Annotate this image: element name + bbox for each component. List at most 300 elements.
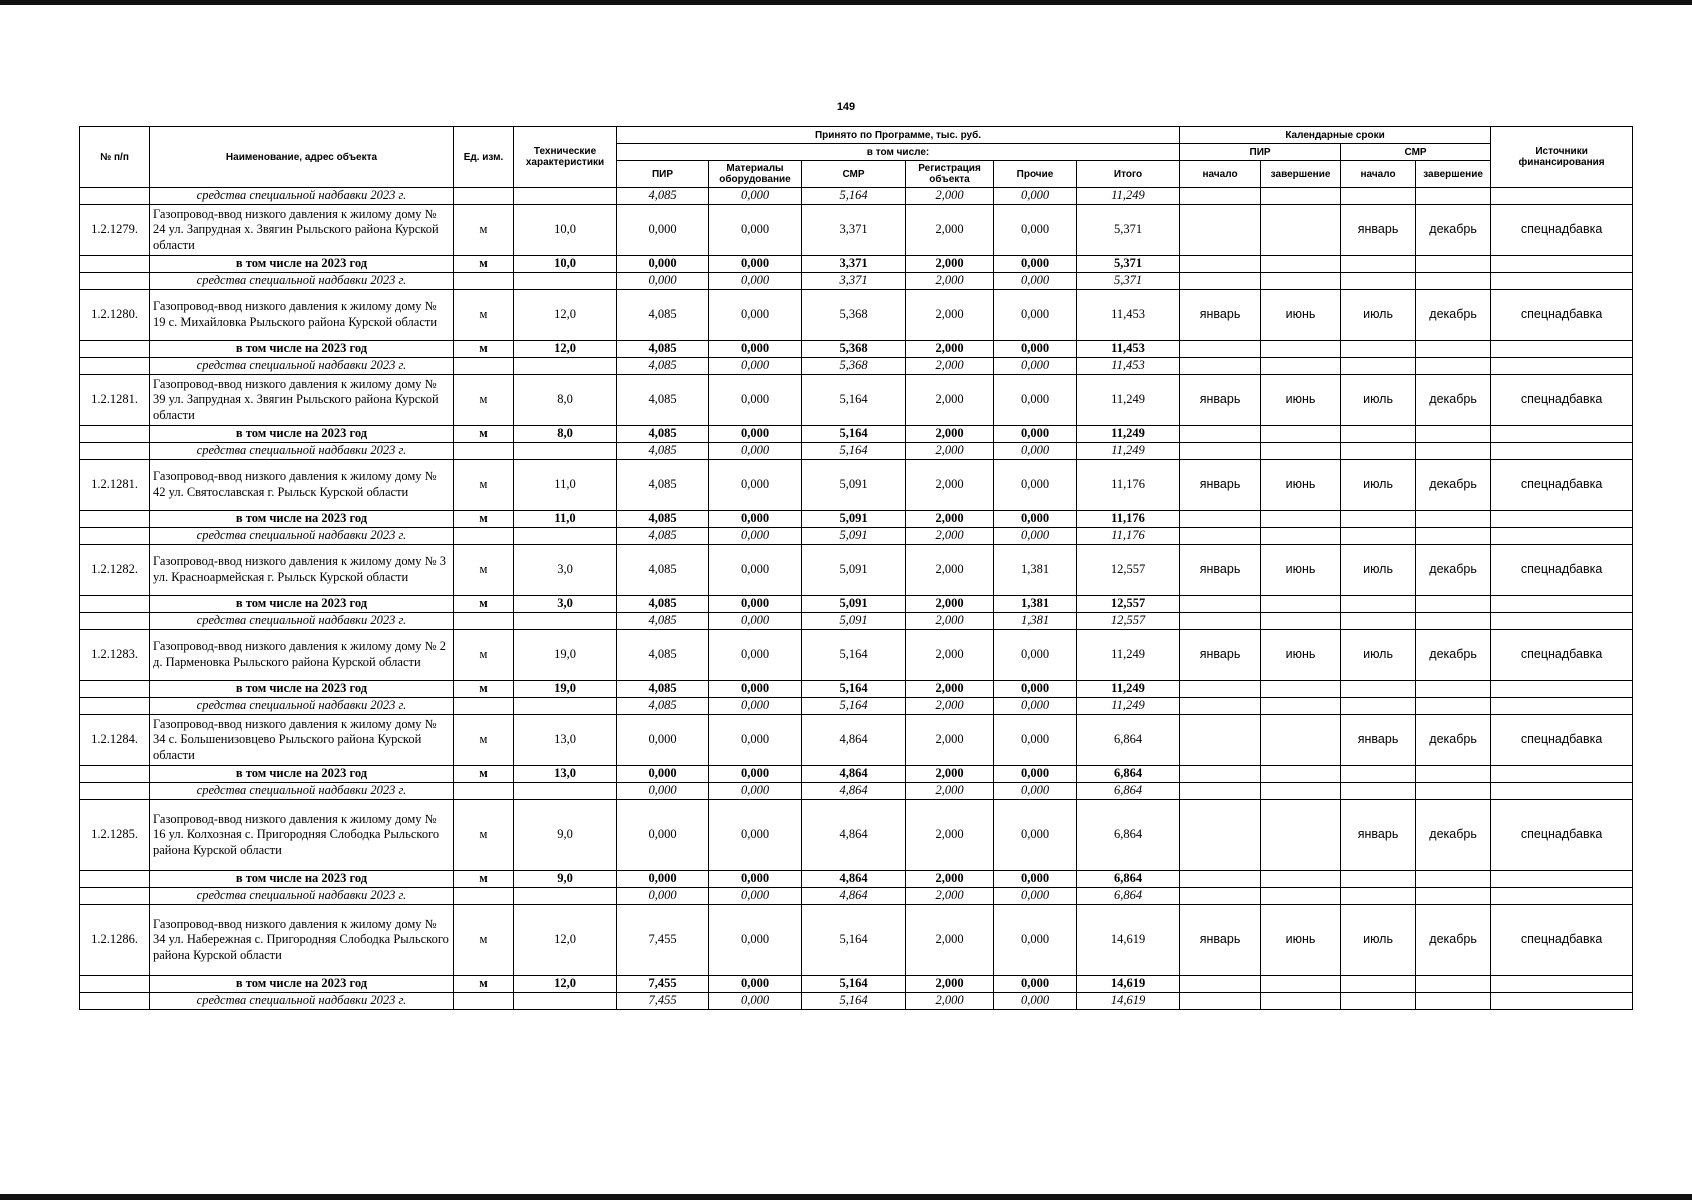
cell-pir: 0,000 (617, 273, 709, 290)
subtotal-unit: м (454, 341, 514, 358)
table-row-object (80, 460, 1633, 511)
cell-pir-end: июнь (1261, 460, 1341, 511)
cell-total: 12,557 (1077, 545, 1180, 596)
object-unit: м (454, 205, 514, 256)
header-pir-end: завершение (1261, 161, 1341, 188)
cell-materials: 0,000 (709, 545, 802, 596)
cell-smr-start: январь (1341, 205, 1416, 256)
cell-materials: 0,000 (709, 256, 802, 273)
table-body (80, 188, 1633, 1010)
cell-materials: 0,000 (709, 783, 802, 800)
cell-materials: 0,000 (709, 766, 802, 783)
table-row-subtotal (80, 596, 1633, 613)
cell-total: 14,619 (1077, 993, 1180, 1010)
subtotal-label: в том числе на 2023 год (150, 256, 454, 273)
table-row-object (80, 715, 1633, 766)
subtotal-tech: 13,0 (514, 766, 617, 783)
cell-registration: 2,000 (906, 205, 994, 256)
cell-total: 11,249 (1077, 375, 1180, 426)
cell-pir-start: январь (1180, 545, 1261, 596)
cell-materials: 0,000 (709, 613, 802, 630)
table-row-object (80, 630, 1633, 681)
cell-source: спецнадбавка (1491, 630, 1633, 681)
table-header (80, 127, 1633, 188)
cell-pir-start: январь (1180, 905, 1261, 976)
object-unit: м (454, 800, 514, 871)
source-label: средства специальной надбавки 2023 г. (150, 188, 454, 205)
cell-materials: 0,000 (709, 698, 802, 715)
cell-pir-end: июнь (1261, 375, 1341, 426)
cell-total: 11,249 (1077, 443, 1180, 460)
subtotal-unit: м (454, 596, 514, 613)
cell-registration: 2,000 (906, 905, 994, 976)
header-program: Принято по Программе, тыс. руб. (617, 127, 1180, 144)
cell-pir-end: июнь (1261, 290, 1341, 341)
cell-other: 0,000 (994, 256, 1077, 273)
subtotal-unit: м (454, 426, 514, 443)
cell-source: спецнадбавка (1491, 545, 1633, 596)
table-row-subtotal (80, 256, 1633, 273)
cell-total: 11,249 (1077, 630, 1180, 681)
cell-total: 11,249 (1077, 188, 1180, 205)
cell-total: 5,371 (1077, 205, 1180, 256)
cell-other: 0,000 (994, 681, 1077, 698)
table-row-object (80, 205, 1633, 256)
table-row-source (80, 993, 1633, 1010)
cell-smr-end: декабрь (1416, 460, 1491, 511)
cell-registration: 2,000 (906, 871, 994, 888)
header-materials: Материалы оборудование (709, 161, 802, 188)
cell-registration: 2,000 (906, 460, 994, 511)
header-including: в том числе: (617, 144, 1180, 161)
cell-smr-end: декабрь (1416, 545, 1491, 596)
object-num: 1.2.1281. (80, 375, 150, 426)
cell-pir: 4,085 (617, 681, 709, 698)
cell-source: спецнадбавка (1491, 715, 1633, 766)
table-row-source (80, 783, 1633, 800)
object-unit: м (454, 715, 514, 766)
cell-total: 11,453 (1077, 358, 1180, 375)
cell-smr-start: январь (1341, 715, 1416, 766)
cell-other: 0,000 (994, 375, 1077, 426)
cell-smr-end: декабрь (1416, 630, 1491, 681)
cell-other: 0,000 (994, 871, 1077, 888)
cell-materials: 0,000 (709, 681, 802, 698)
page-number: 149 (836, 101, 856, 113)
table-row-source (80, 528, 1633, 545)
object-tech: 13,0 (514, 715, 617, 766)
cell-smr: 3,371 (802, 256, 906, 273)
cell-pir: 0,000 (617, 205, 709, 256)
source-label: средства специальной надбавки 2023 г. (150, 358, 454, 375)
cell-pir: 7,455 (617, 905, 709, 976)
header-smr: СМР (802, 161, 906, 188)
header-num: № п/п (80, 127, 150, 188)
object-tech: 19,0 (514, 630, 617, 681)
cell-smr: 5,164 (802, 443, 906, 460)
cell-materials: 0,000 (709, 290, 802, 341)
source-label: средства специальной надбавки 2023 г. (150, 443, 454, 460)
cell-source: спецнадбавка (1491, 205, 1633, 256)
cell-pir: 7,455 (617, 976, 709, 993)
cell-registration: 2,000 (906, 766, 994, 783)
cell-pir: 4,085 (617, 460, 709, 511)
cell-pir: 4,085 (617, 443, 709, 460)
object-num: 1.2.1282. (80, 545, 150, 596)
cell-smr: 4,864 (802, 783, 906, 800)
object-name: Газопровод-ввод низкого давления к жилому дому № 42 ул. Святославская г. Рыльск Курской области (150, 460, 454, 511)
scan-bottom-border (0, 1194, 1692, 1200)
subtotal-label: в том числе на 2023 год (150, 871, 454, 888)
cell-total: 11,453 (1077, 290, 1180, 341)
subtotal-tech: 3,0 (514, 596, 617, 613)
cell-smr: 5,164 (802, 905, 906, 976)
cell-smr: 5,091 (802, 511, 906, 528)
cell-materials: 0,000 (709, 630, 802, 681)
cell-smr: 5,368 (802, 358, 906, 375)
cell-smr: 4,864 (802, 888, 906, 905)
cell-pir-start: январь (1180, 290, 1261, 341)
cell-smr-end: декабрь (1416, 205, 1491, 256)
cell-other: 0,000 (994, 888, 1077, 905)
object-name: Газопровод-ввод низкого давления к жилому дому № 34 ул. Набережная с. Пригородняя Слободка Рыльского района Курской области (150, 905, 454, 976)
object-unit: м (454, 290, 514, 341)
cell-registration: 2,000 (906, 188, 994, 205)
cell-total: 6,864 (1077, 888, 1180, 905)
cell-smr: 5,164 (802, 698, 906, 715)
cell-total: 11,453 (1077, 341, 1180, 358)
subtotal-unit: м (454, 766, 514, 783)
cell-registration: 2,000 (906, 715, 994, 766)
cell-smr: 5,091 (802, 596, 906, 613)
cell-materials: 0,000 (709, 511, 802, 528)
cell-total: 14,619 (1077, 905, 1180, 976)
cell-other: 0,000 (994, 698, 1077, 715)
cell-smr: 5,164 (802, 426, 906, 443)
cell-total: 11,249 (1077, 426, 1180, 443)
cell-smr-start: июль (1341, 460, 1416, 511)
cell-pir: 4,085 (617, 358, 709, 375)
header-unit: Ед. изм. (454, 127, 514, 188)
cell-total: 6,864 (1077, 800, 1180, 871)
cell-pir-end (1261, 715, 1341, 766)
cell-smr-start: июль (1341, 905, 1416, 976)
object-name: Газопровод-ввод низкого давления к жилому дому № 16 ул. Колхозная с. Пригородняя Слободка Рыльского района Курской области (150, 800, 454, 871)
subtotal-unit: м (454, 976, 514, 993)
cell-total: 6,864 (1077, 871, 1180, 888)
cell-registration: 2,000 (906, 800, 994, 871)
table-row-source (80, 188, 1633, 205)
cell-other: 0,000 (994, 976, 1077, 993)
subtotal-unit: м (454, 256, 514, 273)
subtotal-label: в том числе на 2023 год (150, 341, 454, 358)
cell-registration: 2,000 (906, 256, 994, 273)
cell-registration: 2,000 (906, 976, 994, 993)
cell-other: 0,000 (994, 205, 1077, 256)
cell-pir: 0,000 (617, 888, 709, 905)
cell-materials: 0,000 (709, 993, 802, 1010)
cell-smr-start: январь (1341, 800, 1416, 871)
cell-pir: 4,085 (617, 630, 709, 681)
cell-materials: 0,000 (709, 976, 802, 993)
source-label: средства специальной надбавки 2023 г. (150, 528, 454, 545)
cell-source: спецнадбавка (1491, 375, 1633, 426)
cell-pir-end (1261, 800, 1341, 871)
object-name: Газопровод-ввод низкого давления к жилому дому № 39 ул. Запрудная х. Звягин Рыльского района Курской области (150, 375, 454, 426)
subtotal-label: в том числе на 2023 год (150, 681, 454, 698)
cell-other: 1,381 (994, 545, 1077, 596)
cell-total: 11,176 (1077, 528, 1180, 545)
cell-smr: 4,864 (802, 871, 906, 888)
cell-other: 0,000 (994, 783, 1077, 800)
subtotal-tech: 8,0 (514, 426, 617, 443)
cell-materials: 0,000 (709, 375, 802, 426)
source-label: средства специальной надбавки 2023 г. (150, 783, 454, 800)
cell-other: 0,000 (994, 188, 1077, 205)
object-unit: м (454, 375, 514, 426)
table-row-subtotal (80, 426, 1633, 443)
cell-other: 0,000 (994, 993, 1077, 1010)
cell-pir-start: январь (1180, 375, 1261, 426)
object-tech: 9,0 (514, 800, 617, 871)
subtotal-tech: 19,0 (514, 681, 617, 698)
subtotal-tech: 11,0 (514, 511, 617, 528)
object-tech: 8,0 (514, 375, 617, 426)
object-num: 1.2.1283. (80, 630, 150, 681)
cell-registration: 2,000 (906, 630, 994, 681)
cell-pir-start (1180, 205, 1261, 256)
cell-registration: 2,000 (906, 888, 994, 905)
cell-materials: 0,000 (709, 443, 802, 460)
cell-other: 1,381 (994, 596, 1077, 613)
cell-registration: 2,000 (906, 545, 994, 596)
cell-registration: 2,000 (906, 613, 994, 630)
object-tech: 3,0 (514, 545, 617, 596)
cell-smr: 5,368 (802, 290, 906, 341)
table-row-object (80, 375, 1633, 426)
scan-top-border (0, 0, 1692, 5)
table-row-object (80, 545, 1633, 596)
cell-materials: 0,000 (709, 188, 802, 205)
source-label: средства специальной надбавки 2023 г. (150, 613, 454, 630)
header-sources: Источники финансирования (1491, 127, 1633, 188)
header-smr-start: начало (1341, 161, 1416, 188)
cell-materials: 0,000 (709, 205, 802, 256)
cell-smr: 5,164 (802, 993, 906, 1010)
cell-pir-end: июнь (1261, 545, 1341, 596)
header-pir: ПИР (617, 161, 709, 188)
cell-materials: 0,000 (709, 871, 802, 888)
cell-total: 14,619 (1077, 976, 1180, 993)
object-num: 1.2.1284. (80, 715, 150, 766)
cell-smr-start: июль (1341, 290, 1416, 341)
cell-pir: 0,000 (617, 715, 709, 766)
cell-other: 0,000 (994, 766, 1077, 783)
subtotal-unit: м (454, 511, 514, 528)
cell-pir-start: январь (1180, 630, 1261, 681)
object-name: Газопровод-ввод низкого давления к жилому дому № 19 с. Михайловка Рыльского района Курской области (150, 290, 454, 341)
cell-source: спецнадбавка (1491, 460, 1633, 511)
cell-materials: 0,000 (709, 273, 802, 290)
cell-materials: 0,000 (709, 341, 802, 358)
cell-smr: 5,164 (802, 630, 906, 681)
cell-materials: 0,000 (709, 715, 802, 766)
object-unit: м (454, 545, 514, 596)
source-label: средства специальной надбавки 2023 г. (150, 698, 454, 715)
cell-pir: 4,085 (617, 545, 709, 596)
cell-materials: 0,000 (709, 596, 802, 613)
cell-pir: 4,085 (617, 528, 709, 545)
cell-other: 0,000 (994, 511, 1077, 528)
object-name: Газопровод-ввод низкого давления к жилому дому № 34 с. Большенизовцево Рыльского района Курской области (150, 715, 454, 766)
table-row-source (80, 698, 1633, 715)
cell-other: 0,000 (994, 290, 1077, 341)
program-table (79, 126, 1633, 1010)
cell-pir: 4,085 (617, 613, 709, 630)
cell-smr: 5,091 (802, 460, 906, 511)
object-num: 1.2.1280. (80, 290, 150, 341)
cell-total: 6,864 (1077, 766, 1180, 783)
table-row-object (80, 290, 1633, 341)
subtotal-tech: 12,0 (514, 341, 617, 358)
cell-smr: 5,091 (802, 545, 906, 596)
cell-pir-start (1180, 800, 1261, 871)
header-total: Итого (1077, 161, 1180, 188)
object-name: Газопровод-ввод низкого давления к жилому дому № 24 ул. Запрудная х. Звягин Рыльского района Курской области (150, 205, 454, 256)
cell-smr-end: декабрь (1416, 290, 1491, 341)
object-num: 1.2.1281. (80, 460, 150, 511)
cell-smr: 3,371 (802, 273, 906, 290)
cell-pir-end: июнь (1261, 630, 1341, 681)
object-unit: м (454, 460, 514, 511)
cell-pir: 4,085 (617, 290, 709, 341)
table-row-source (80, 888, 1633, 905)
cell-pir-start: январь (1180, 460, 1261, 511)
subtotal-label: в том числе на 2023 год (150, 766, 454, 783)
cell-pir-end: июнь (1261, 905, 1341, 976)
cell-other: 0,000 (994, 630, 1077, 681)
object-tech: 11,0 (514, 460, 617, 511)
subtotal-label: в том числе на 2023 год (150, 426, 454, 443)
object-num: 1.2.1285. (80, 800, 150, 871)
cell-smr-end: декабрь (1416, 905, 1491, 976)
cell-registration: 2,000 (906, 358, 994, 375)
cell-registration: 2,000 (906, 375, 994, 426)
cell-registration: 2,000 (906, 528, 994, 545)
object-unit: м (454, 905, 514, 976)
table-row-subtotal (80, 341, 1633, 358)
cell-smr: 5,164 (802, 375, 906, 426)
header-registration: Регистрация объекта (906, 161, 994, 188)
object-tech: 12,0 (514, 290, 617, 341)
cell-materials: 0,000 (709, 358, 802, 375)
object-name: Газопровод-ввод низкого давления к жилому дому № 2 д. Парменовка Рыльского района Курской области (150, 630, 454, 681)
cell-registration: 2,000 (906, 698, 994, 715)
cell-pir: 4,085 (617, 188, 709, 205)
cell-pir: 0,000 (617, 783, 709, 800)
table-row-subtotal (80, 681, 1633, 698)
cell-pir: 4,085 (617, 698, 709, 715)
object-tech: 12,0 (514, 905, 617, 976)
table-row-subtotal (80, 976, 1633, 993)
cell-registration: 2,000 (906, 341, 994, 358)
cell-other: 0,000 (994, 800, 1077, 871)
table-row-subtotal (80, 511, 1633, 528)
subtotal-tech: 10,0 (514, 256, 617, 273)
cell-other: 0,000 (994, 358, 1077, 375)
table-row-object (80, 905, 1633, 976)
cell-pir: 4,085 (617, 375, 709, 426)
object-tech: 10,0 (514, 205, 617, 256)
cell-total: 6,864 (1077, 783, 1180, 800)
cell-pir: 0,000 (617, 871, 709, 888)
table-row-source (80, 273, 1633, 290)
cell-smr: 5,368 (802, 341, 906, 358)
cell-smr-end: декабрь (1416, 375, 1491, 426)
cell-total: 5,371 (1077, 256, 1180, 273)
cell-pir: 0,000 (617, 766, 709, 783)
subtotal-label: в том числе на 2023 год (150, 976, 454, 993)
cell-total: 11,176 (1077, 511, 1180, 528)
cell-total: 11,249 (1077, 698, 1180, 715)
cell-other: 1,381 (994, 613, 1077, 630)
cell-pir: 4,085 (617, 596, 709, 613)
cell-smr-end: декабрь (1416, 715, 1491, 766)
source-label: средства специальной надбавки 2023 г. (150, 888, 454, 905)
cell-other: 0,000 (994, 443, 1077, 460)
cell-total: 5,371 (1077, 273, 1180, 290)
cell-materials: 0,000 (709, 528, 802, 545)
header-pir-start: начало (1180, 161, 1261, 188)
cell-source: спецнадбавка (1491, 800, 1633, 871)
cell-pir: 0,000 (617, 800, 709, 871)
cell-smr: 5,091 (802, 528, 906, 545)
cell-source: спецнадбавка (1491, 905, 1633, 976)
cell-pir-end (1261, 205, 1341, 256)
header-other: Прочие (994, 161, 1077, 188)
cell-smr-start: июль (1341, 375, 1416, 426)
cell-smr: 4,864 (802, 715, 906, 766)
subtotal-tech: 12,0 (514, 976, 617, 993)
cell-smr: 5,164 (802, 976, 906, 993)
cell-materials: 0,000 (709, 460, 802, 511)
cell-other: 0,000 (994, 460, 1077, 511)
cell-smr: 5,164 (802, 681, 906, 698)
cell-registration: 2,000 (906, 681, 994, 698)
cell-smr-start: июль (1341, 545, 1416, 596)
cell-pir: 4,085 (617, 511, 709, 528)
cell-other: 0,000 (994, 905, 1077, 976)
cell-smr: 3,371 (802, 205, 906, 256)
header-cal-pir: ПИР (1180, 144, 1341, 161)
cell-smr: 4,864 (802, 766, 906, 783)
cell-pir: 7,455 (617, 993, 709, 1010)
subtotal-label: в том числе на 2023 год (150, 596, 454, 613)
object-name: Газопровод-ввод низкого давления к жилому дому № 3 ул. Красноармейская г. Рыльск Курской области (150, 545, 454, 596)
cell-other: 0,000 (994, 715, 1077, 766)
header-tech: Технические характеристики (514, 127, 617, 188)
cell-registration: 2,000 (906, 426, 994, 443)
table-row-source (80, 443, 1633, 460)
subtotal-tech: 9,0 (514, 871, 617, 888)
header-smr-end: завершение (1416, 161, 1491, 188)
subtotal-label: в том числе на 2023 год (150, 511, 454, 528)
cell-registration: 2,000 (906, 511, 994, 528)
object-num: 1.2.1286. (80, 905, 150, 976)
cell-registration: 2,000 (906, 993, 994, 1010)
cell-pir: 0,000 (617, 256, 709, 273)
cell-total: 6,864 (1077, 715, 1180, 766)
